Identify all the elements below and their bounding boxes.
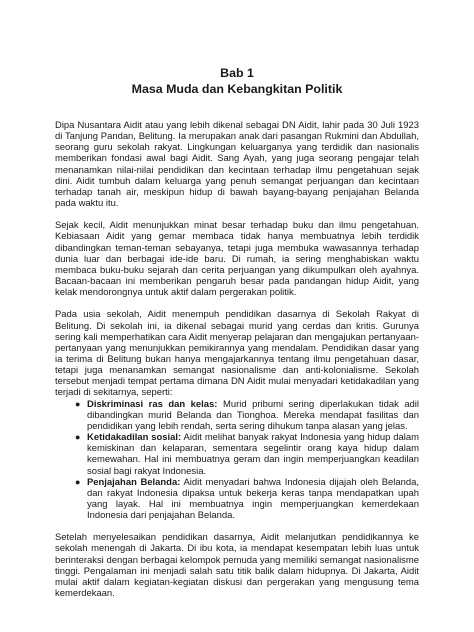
- list-item-text: Aidit melihat banyak rakyat Indonesia yang hidup dalam kemiskinan dan kelaparan, sementara segelintir orang kaya hidup dalam kemewahan. Hal ini membuatnya geram dan ingin memperjuangkan keadilan sosial bagi rakyat Indonesia.: [87, 432, 419, 477]
- list-item-term: Ketidakadilan sosial:: [87, 432, 182, 444]
- list-item: [76, 432, 419, 477]
- list-item: [76, 399, 419, 432]
- list-item: [76, 477, 419, 522]
- bullet-icon: ●: [75, 398, 81, 409]
- bullet-icon: ●: [75, 432, 81, 443]
- injustice-list: [55, 399, 419, 522]
- list-item-term: Penjajahan Belanda:: [87, 476, 181, 488]
- list-item-text: Murid pribumi sering diperlakukan tidak adil dibandingkan murid Belanda dan Tionghoa. Mereka mendapat fasilitas dan pendidikan yang lebih rendah, serta sering dihukum tanpa alasan yang jelas.: [87, 398, 420, 432]
- chapter-title: Masa Muda dan Kebangkitan Politik: [131, 82, 343, 96]
- bullet-icon: ●: [75, 476, 81, 487]
- list-item-text: Aidit menyadari bahwa Indonesia dijajah oleh Belanda, dan rakyat Indonesia dipaksa untuk bekerja keras tanpa mendapatkan upah yang layak. Hal ini membuatnya ingin memperjuangkan kemerdekaan Indonesia dari penjajahan Belanda.: [87, 476, 419, 522]
- chapter-heading: Bab 1: [220, 66, 254, 80]
- closing-paragraph: Setelah menyelesaikan pendidikan dasarnya, Aidit melanjutkan pendidikannya ke sekolah menengah di Jakarta. Di ibu kota, ia mendapat kesempatan lebih luas untuk berinteraksi dengan berbagai kelompok pemuda yang memiliki semangat nasionalisme tinggi. Pengalaman ini menjadi salah satu titik balik dalam hidupnya. Di Jakarta, Aidit mulai aktif dalam kegiatan-kegiatan diskusi dan pergerakan yang mengusung tema kemerdekaan.: [55, 532, 419, 600]
- list-item-term: Diskriminasi ras dan kelas:: [87, 398, 218, 410]
- paragraph-3: Pada usia sekolah, Aidit menempuh pendidikan dasarnya di Sekolah Rakyat di Belitung. Di sekolah ini, ia dikenal sebagai murid yang cerdas dan kritis. Gurunya sering kali memperhatikan cara Aidit menyerap pelajaran dan mengajukan pertanyaan-pertanyaan yang menunjukkan pemikirannya yang mendalam. Pendidikan dasar yang ia terima di Belitung bukan hanya mengajarkannya tentang ilmu pengetahuan dasar, tetapi juga menanamkan semangat nasionalisme dan anti-kolonialisme. Sekolah tersebut menjadi tempat pertama dimana DN Aidit mulai menyadari ketidakadilan yang terjadi di sekitarnya, seperti:: [55, 309, 419, 399]
- paragraph-2: Sejak kecil, Aidit menunjukkan minat besar terhadap buku dan ilmu pengetahuan. Kebiasaan Aidit yang gemar membaca tidak hanya membuatnya lebih terdidik dibandingkan teman-teman sebayanya, tetapi juga membuka wawasannya terhadap dunia luar dan berbagai ide-ide baru. Di rumah, ia sering menghabiskan waktu membaca buku-buku sejarah dan cerita perjuangan yang dikumpulkan oleh ayahnya. Bacaan-bacaan ini memberikan pengaruh besar pada pandangan hidup Aidit, yang kelak mendorongnya untuk aktif dalam pergerakan politik.: [55, 220, 419, 299]
- paragraph-1: Dipa Nusantara Aidit atau yang lebih dikenal sebagai DN Aidit, lahir pada 30 Juli 1923 di Tanjung Pandan, Belitung. Ia merupakan anak dari pasangan Rukmini dan Abdullah, seorang guru sekolah rakyat. Lingkungan keluarganya yang terdidik dan nasionalis memberikan fondasi awal bagi Aidit. Sang Ayah, yang juga seorang pengajar telah menanamkan nilai-nilai pendidikan dan kecintaan terhadap ilmu pengetahuan sejak dini. Aidit tumbuh dalam keluarga yang penuh semangat perjuangan dan kecintaan terhadap tanah air, meskipun hidup di bawah bayang-bayang penjajahan Belanda pada waktu itu.: [55, 120, 419, 210]
